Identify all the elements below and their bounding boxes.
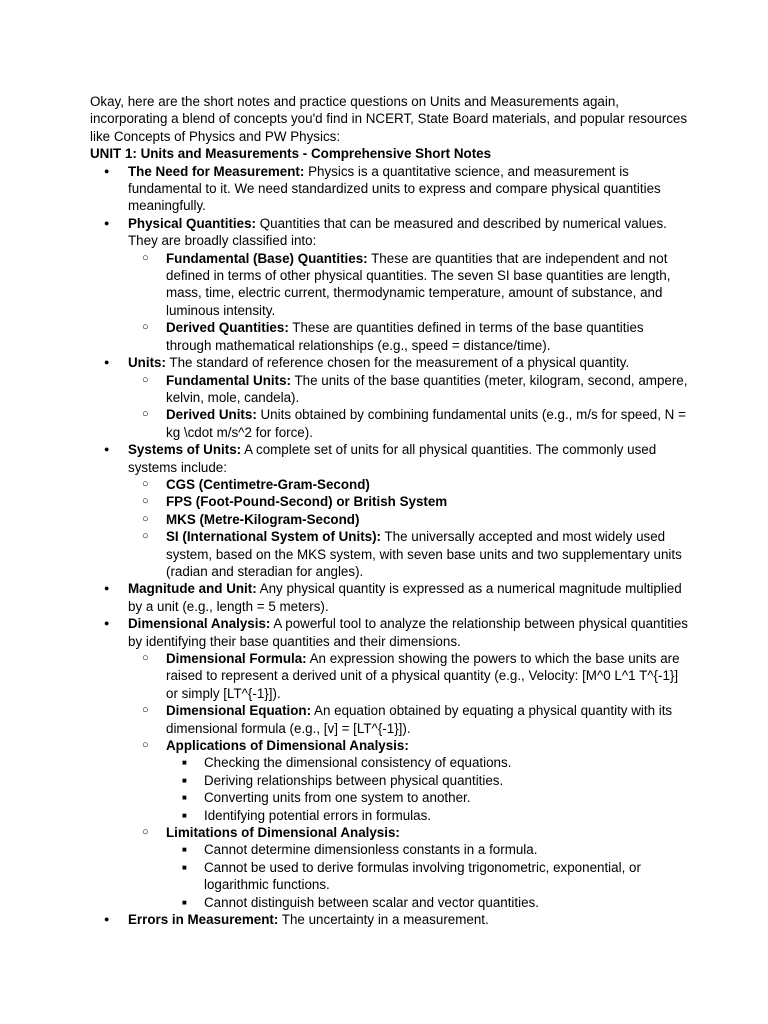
list-item-fundamental-units: ○ Fundamental Units: The units of the base quantities (meter, kilogram, second, ampere, kelvin, mole, candela). [128,372,690,407]
list-item-mks: ○ MKS (Metre-Kilogram-Second) [128,511,690,528]
list-item-fps: ○ FPS (Foot-Pound-Second) or British System [128,493,690,510]
dimensional-sublist [128,650,690,911]
unit-heading: UNIT 1: Units and Measurements - Comprehensive Short Notes [90,146,492,162]
list-item: ■ Checking the dimensional consistency of equations. [166,754,690,771]
list-item-errors-in-measurement: ● Errors in Measurement: The uncertainty in a measurement. [90,911,690,928]
list-item: ■ Deriving relationships between physical quantities. [166,772,690,789]
list-item: ■ Cannot determine dimensionless constants in a formula. [166,841,690,858]
document-page [90,93,690,929]
limitations-sublist [166,841,690,911]
applications-sublist [166,754,690,824]
list-item-dimensional-equation: ○ Dimensional Equation: An equation obtained by equating a physical quantity with its dimensional formula (e.g., [v] = [LT^{-1}]). [128,702,690,737]
intro-paragraph: Okay, here are the short notes and practice questions on Units and Measurements again, incorporating a blend of concepts you'd find in NCERT, State Board materials, and popular resources like Concepts of Physics and PW Physics: [90,94,688,144]
list-item-need-for-measurement: ● The Need for Measurement: Physics is a quantitative science, and measurement is fundamental to it. We need standardized units to express and compare physical quantities meaningfully. [90,163,690,215]
notes-list [90,163,690,929]
list-item-fundamental-quantities: ○ Fundamental (Base) Quantities: These are quantities that are independent and not defined in terms of other physical quantities. The seven SI base quantities are length, mass, time, electric current, thermodynamic temperature, amount of substance, and luminous intensity. [128,250,690,320]
list-item-magnitude-and-unit: ● Magnitude and Unit: Any physical quantity is expressed as a numerical magnitude multiplied by a unit (e.g., length = 5 meters). [90,580,690,615]
list-item-units: ● Units: The standard of reference chosen for the measurement of a physical quantity. ○ Fundamental Units: The units of the base quantities (meter, kilogram, second, ampere, kelvin, mole, candela). ○ Derived Units: Units obtained by combining fundamental units (e.g., m/s for speed, N = kg \cdot m/s^2 for force). [90,354,690,441]
systems-sublist [128,476,690,580]
list-item-applications: ○ Applications of Dimensional Analysis: ■ Checking the dimensional consistency of equations. ■ Deriving relationships between physical quantities. ■ Converting units from one system to another. ■ Identifying potential errors in formulas. [128,737,690,824]
list-item: ■ Converting units from one system to another. [166,789,690,806]
list-item-dimensional-analysis: ● Dimensional Analysis: A powerful tool to analyze the relationship between physical quantities by identifying their base quantities and their dimensions. ○ Dimensional Formula: An expression showing the powers to which the base units are raised to represent a derived unit of a physical quantity (e.g., Velocity: [M^0 L^1 T^{-1}] or simply [LT^{-1}]). ○ Dimensional Equation: An equation obtained by equating a physical quantity with its dimensional formula (e.g., [v] = [LT^{-1}]). ○ Applications of Dimensional Analysis: ■ Checking the dimensional consistency of equations. ■ Deriving relationships between physical quantities. ■ Converting units from one system to another. ■ Identifying potential errors in formulas. ○ Limitations of Dimensional Analysis: ■ Cannot determine dimensionless constants in a formula. ■ Cannot be used to derive formulas involving trigonometric, exponential, or logarithmic functions. ■ Cannot distinguish between scalar and vector quantities. [90,615,690,911]
list-item: ■ Cannot be used to derive formulas involving trigonometric, exponential, or logarithmic functions. [166,859,690,894]
list-item-derived-quantities: ○ Derived Quantities: These are quantities defined in terms of the base quantities through mathematical relationships (e.g., speed = distance/time). [128,319,690,354]
list-item-dimensional-formula: ○ Dimensional Formula: An expression showing the powers to which the base units are raised to represent a derived unit of a physical quantity (e.g., Velocity: [M^0 L^1 T^{-1}] or simply [LT^{-1}]). [128,650,690,702]
list-item: ■ Cannot distinguish between scalar and vector quantities. [166,894,690,911]
list-item-derived-units: ○ Derived Units: Units obtained by combining fundamental units (e.g., m/s for speed, N = kg \cdot m/s^2 for force). [128,406,690,441]
list-item-physical-quantities: ● Physical Quantities: Quantities that can be measured and described by numerical values. They are broadly classified into: ○ Fundamental (Base) Quantities: These are quantities that are independent and not defined in terms of other physical quantities. The seven SI base quantities are length, mass, time, electric current, thermodynamic temperature, amount of substance, and luminous intensity. ○ Derived Quantities: These are quantities defined in terms of the base quantities through mathematical relationships (e.g., speed = distance/time). [90,215,690,354]
list-item: ■ Identifying potential errors in formulas. [166,807,690,824]
list-item-cgs: ○ CGS (Centimetre-Gram-Second) [128,476,690,493]
list-item-si: ○ SI (International System of Units): The universally accepted and most widely used system, based on the MKS system, with seven base units and two supplementary units (radian and steradian for angles). [128,528,690,580]
list-item-systems-of-units: ● Systems of Units: A complete set of units for all physical quantities. The commonly used systems include: ○ CGS (Centimetre-Gram-Second) ○ FPS (Foot-Pound-Second) or British System ○ MKS (Metre-Kilogram-Second) ○ SI (International System of Units): The universally accepted and most widely used system, based on the MKS system, with seven base units and two supplementary units (radian and steradian for angles). [90,441,690,580]
physical-quantities-sublist [128,250,690,354]
list-item-limitations: ○ Limitations of Dimensional Analysis: ■ Cannot determine dimensionless constants in a formula. ■ Cannot be used to derive formulas involving trigonometric, exponential, or logarithmic functions. ■ Cannot distinguish between scalar and vector quantities. [128,824,690,911]
units-sublist [128,372,690,442]
